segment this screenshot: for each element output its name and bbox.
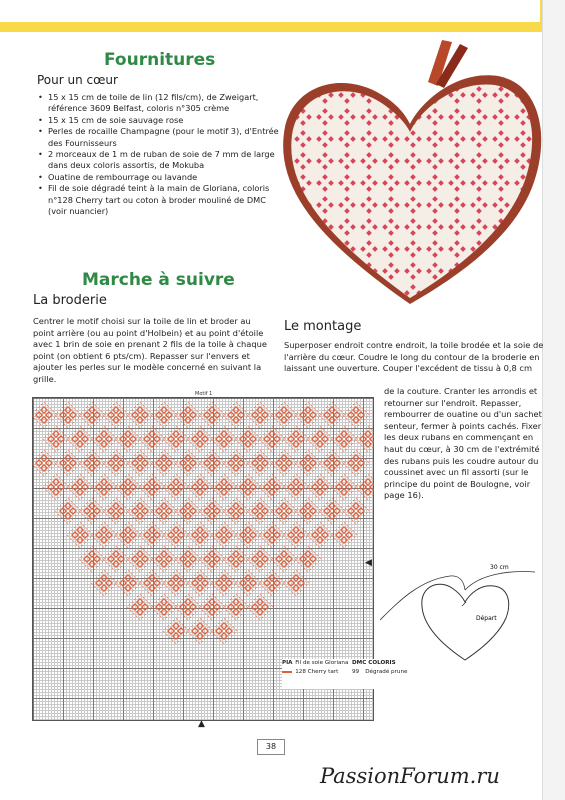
chart-motif-flower (271, 546, 296, 571)
broderie-heading: La broderie (33, 293, 107, 308)
chart-motif-flower (175, 498, 200, 523)
montage-heading: Le montage (284, 319, 362, 334)
chart-motif-flower (55, 498, 80, 523)
diagram-start-label: Départ (476, 615, 497, 622)
motif-label: Motif 1 (195, 391, 213, 397)
chart-motif-flower (331, 522, 356, 547)
chart-motif-flower (163, 618, 188, 643)
center-arrow-icon: ◀ (365, 558, 372, 568)
chart-motif-flower (127, 402, 152, 427)
chart-motif-flower (343, 450, 368, 475)
chart-motif-flower (163, 522, 188, 547)
chart-motif-flower (43, 474, 68, 499)
chart-motif-flower (247, 498, 272, 523)
chart-motif-flower (67, 426, 92, 451)
chart-motif-flower (283, 474, 308, 499)
chart-motif-flower (307, 474, 332, 499)
chart-motif-flower (283, 426, 308, 451)
chart-motif-flower (223, 450, 248, 475)
chart-motif-flower (103, 546, 128, 571)
chart-motif-flower (115, 570, 140, 595)
ingredients-list (36, 92, 286, 217)
chart-motif-flower (223, 546, 248, 571)
chart-motif-flower (319, 450, 344, 475)
list-item: • Perles de rocaille Champagne (pour le motif 3), d'Entrée des Fournisseurs (36, 126, 286, 149)
center-arrow-icon: ▲ (198, 719, 205, 729)
heart-assembly-diagram (380, 560, 540, 670)
chart-motif-flower (199, 498, 224, 523)
chart-motif-flower (67, 522, 92, 547)
chart-motif-flower (307, 522, 332, 547)
heart-cushion-photo (270, 40, 550, 310)
legend-swatch (282, 668, 295, 677)
chart-motif-flower (199, 402, 224, 427)
chart-motif-flower (55, 402, 80, 427)
chart-motif-flower (295, 450, 320, 475)
marche-title: Marche à suivre (82, 270, 235, 290)
chart-motif-flower (103, 450, 128, 475)
chart-motif-flower (235, 570, 260, 595)
chart-motif-flower (127, 450, 152, 475)
chart-motif-flower (343, 402, 368, 427)
watermark: PassionForum.ru (320, 764, 500, 788)
chart-motif-flower (283, 522, 308, 547)
chart-motif-flower (79, 402, 104, 427)
chart-motif-flower (331, 426, 356, 451)
fournitures-title: Fournitures (104, 50, 216, 70)
chart-motif-flower (211, 618, 236, 643)
chart-motif-flower (91, 474, 116, 499)
chart-motif-flower (163, 570, 188, 595)
chart-motif-flower (175, 594, 200, 619)
chart-motif-flower (187, 522, 212, 547)
chart-motif-flower (103, 498, 128, 523)
chart-motif-flower (67, 474, 92, 499)
chart-motif-flower (91, 426, 116, 451)
chart-motif-flower (283, 570, 308, 595)
list-item: • 2 morceaux de 1 m de ruban de soie de 7 mm de large dans deux coloris assortis, de Mokuba (36, 149, 286, 172)
chart-motif-flower (343, 498, 368, 523)
chart-motif-flower (319, 402, 344, 427)
chart-motif-flower (91, 522, 116, 547)
chart-motif-flower (259, 426, 284, 451)
chart-motif-flower (175, 546, 200, 571)
chart-motif-flower (151, 498, 176, 523)
chart-motif-flower (247, 546, 272, 571)
chart-motif-flower (175, 450, 200, 475)
page-number: 38 (257, 739, 285, 755)
chart-motif-flower (151, 402, 176, 427)
chart-motif-flower (259, 474, 284, 499)
chart-motif-flower (271, 402, 296, 427)
chart-motif-flower (307, 426, 332, 451)
chart-motif-flower (223, 498, 248, 523)
broderie-text: Centrer le motif choisi sur la toile de lin et broder au point arrière (ou au point d'Holbein) et au point d'étoile avec 1 brin de soie en prenant 2 fils de la toile à chaque point (on obtient 6 pts/cm). Repasser sur l'envers et ajouter les perles sur le modèle concerné en suivant la grille. (33, 316, 268, 384)
chart-motif-flower (32, 402, 57, 427)
chart-motif-flower (187, 570, 212, 595)
top-color-band (0, 0, 565, 32)
chart-motif-flower (187, 426, 212, 451)
list-item: • 15 x 15 cm de toile de lin (12 fils/cm), de Zweigart, référence 3609 Belfast, coloris n°305 crème (36, 92, 286, 115)
chart-motif-flower (127, 594, 152, 619)
chart-motif-flower (139, 522, 164, 547)
chart-motif-flower (163, 474, 188, 499)
montage-text-wide: Superposer endroit contre endroit, la toile brodée et la soie de l'arrière du cœur. Coudre le long du contour de la broderie en laissant une ouverture. Couper l'excédent de tissu à 0,8 cm (284, 340, 544, 374)
list-item: • 15 x 15 cm de soie sauvage rose (36, 115, 286, 126)
chart-motif-flower (295, 402, 320, 427)
chart-motif-flower (319, 498, 344, 523)
color-legend: PIA Fil de soie Gloriana DMC COLORIS 128 Cherry tart 99 Dégradé prune (282, 659, 422, 689)
chart-motif-flower (79, 450, 104, 475)
chart-motif-flower (43, 426, 68, 451)
montage-text-narrow: de la couture. Cranter les arrondis et retourner sur l'endroit. Repasser, rembourrer de ouatine ou d'un sachet senteur, fermer à points cachés. Fixer les deux rubans en commençant en haut du cœur, à 30 cm de l'extrémité des rubans puis les coudre autour du coussinet avec un fil assorti (sur le principe du point de Boulogne, voir page 16). (384, 386, 542, 501)
chart-motif-flower (211, 474, 236, 499)
chart-motif-flower (355, 474, 374, 499)
chart-motif-flower (175, 402, 200, 427)
list-item: • Fil de soie dégradé teint à la main de Gloriana, coloris n°128 Cherry tart ou coton à broder mouliné de DMC (voir nuancier) (36, 183, 286, 217)
diagram-length-label: 30 cm (490, 564, 509, 571)
chart-motif-flower (115, 522, 140, 547)
chart-motif-flower (151, 450, 176, 475)
chart-motif-flower (199, 450, 224, 475)
chart-motif-flower (139, 474, 164, 499)
chart-motif-flower (223, 402, 248, 427)
chart-motif-flower (139, 426, 164, 451)
chart-motif-flower (127, 498, 152, 523)
chart-motif-flower (163, 426, 188, 451)
chart-motif-flower (211, 522, 236, 547)
chart-motif-flower (223, 594, 248, 619)
chart-motif-flower (295, 498, 320, 523)
chart-motif-flower (295, 546, 320, 571)
chart-motif-flower (235, 426, 260, 451)
chart-motif-flower (151, 546, 176, 571)
chart-motif-flower (247, 450, 272, 475)
ingredients-heading: Pour un cœur (37, 73, 118, 87)
chart-motif-flower (187, 474, 212, 499)
chart-motif-flower (32, 450, 57, 475)
chart-motif-flower (199, 546, 224, 571)
chart-motif-flower (271, 498, 296, 523)
chart-motif-flower (271, 450, 296, 475)
chart-motif-flower (115, 426, 140, 451)
chart-motif-flower (103, 402, 128, 427)
list-item: • Ouatine de rembourrage ou lavande (36, 172, 286, 183)
chart-motif-flower (211, 426, 236, 451)
chart-motif-flower (259, 570, 284, 595)
chart-motif-flower (91, 570, 116, 595)
chart-motif-flower (355, 426, 374, 451)
chart-motif-flower (211, 570, 236, 595)
chart-motif-flower (331, 474, 356, 499)
chart-motif-flower (199, 594, 224, 619)
chart-motif-flower (139, 570, 164, 595)
chart-motif-flower (247, 594, 272, 619)
chart-motif-flower (187, 618, 212, 643)
chart-motif-flower (247, 402, 272, 427)
chart-motif-flower (259, 522, 284, 547)
chart-motif-flower (235, 522, 260, 547)
chart-motif-flower (55, 450, 80, 475)
chart-motif-flower (79, 498, 104, 523)
chart-motif-flower (151, 594, 176, 619)
chart-motif-flower (235, 474, 260, 499)
chart-motif-flower (115, 474, 140, 499)
chart-motif-flower (79, 546, 104, 571)
chart-motif-flower (127, 546, 152, 571)
